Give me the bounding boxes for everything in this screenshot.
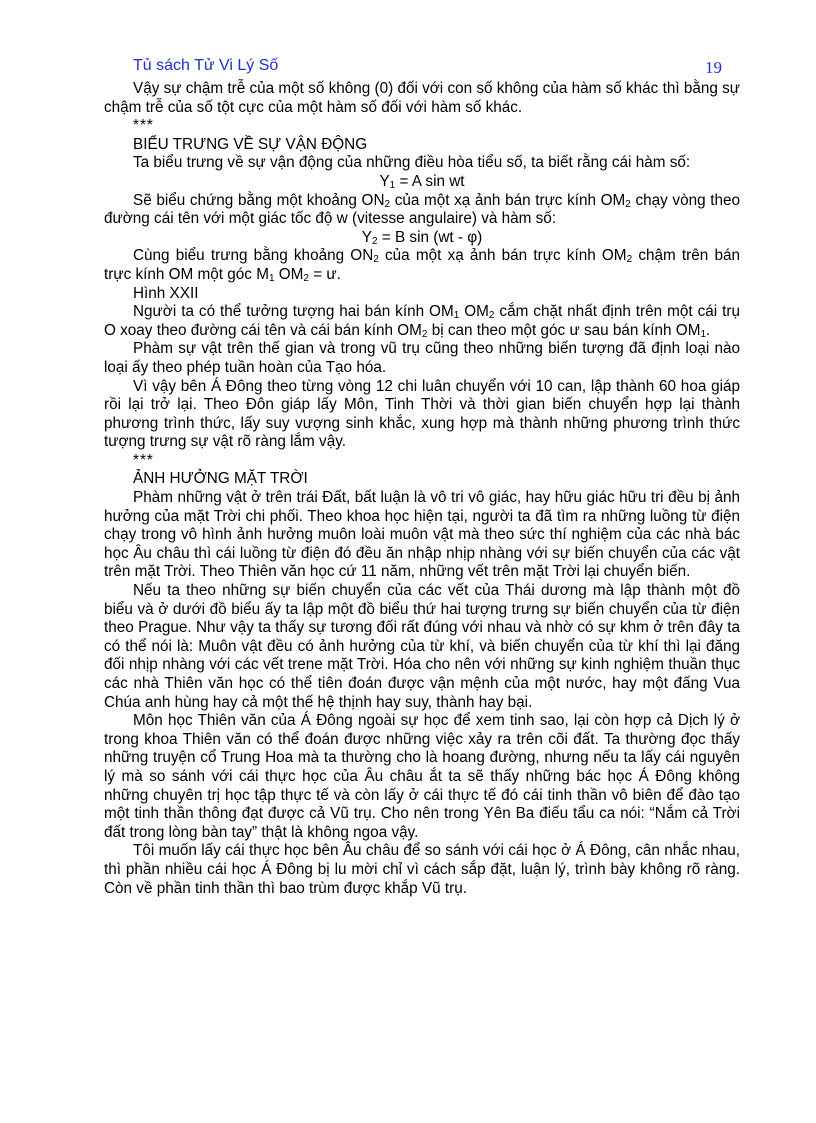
paragraph: Vậy sự chậm trễ của một số không (0) đối với con số không của hàm số khác thì bằng sự chậm trễ của số tột cực của một hàm số đối với hàm số khác. xyxy=(104,80,740,116)
page-number: 19 xyxy=(705,58,722,77)
paragraph: Tôi muốn lấy cái thực học bên Âu châu để so sánh với cái học ở Á Đông, cân nhắc nhau, thì phần nhiều cái học Á Đông bị lu mời chỉ vì cách sắp đặt, luận lý, trình bày không rõ ràng. Còn về phần tinh thần thì bao trùm được khắp Vũ trụ. xyxy=(104,842,740,897)
running-header-title: Tủ sách Tử Vi Lý Số xyxy=(133,57,279,74)
figure-reference: Hình XXII xyxy=(133,284,199,302)
equation: $Y_1 = A$ sin wt xyxy=(379,172,465,191)
paragraph: Sẽ biểu chứng bằng một khoảng $ON_2$ của một xạ ảnh bán trực kính $OM_2$ chạy vòng theo đường cái tên với một giác tốc độ w (vitesse angulaire) và hàm số: xyxy=(104,191,740,228)
section-separator: *** xyxy=(133,451,154,469)
section-heading: ẢNH HƯỞNG MẶT TRỜI xyxy=(133,470,308,488)
equation: $Y_2 = B$ sin (wt - φ) xyxy=(361,228,483,247)
paragraph: Ta biểu trưng về sự vận động của những điều hòa tiểu số, ta biết rằng cái hàm số: xyxy=(133,154,691,172)
paragraph: Nếu ta theo những sự biến chuyển của các vết của Thái dương mà lập thành một đồ biểu và ở dưới đồ biểu ấy ta lập một đồ biểu thứ hai tượng trưng sự biến chuyển của từ điện theo Prague. Như vậy ta thấy sự tương đối rất đúng với nhau và nhờ có sự khm ở trên đây ta có thể nói là: Muôn vật đều có ảnh hưởng của từ khí, và biến chuyển của từ khí thì lại đăng đối nhịp nhàng với các vết trene mặt Trời. Hóa cho nên với những sự kinh nghiệm thuần thục các nhà Thiên văn học có thể tiên đoán được vận mệnh của một nước, hay một đấng Vua Chúa anh hùng hay cả một thế hệ thịnh hay suy, thành hay bại. xyxy=(104,582,740,711)
paragraph: Phàm sự vật trên thế gian và trong vũ trụ cũng theo những biến tượng đã định loại nào loại ấy theo phép tuần hoàn của Tạo hóa. xyxy=(104,340,740,376)
paragraph: Phàm những vật ở trên trái Đất, bất luận là vô tri vô giác, hay hữu giác hữu tri đều bị ảnh hưởng của mặt Trời chi phối. Theo khoa học hiện tại, người ta đã tìm ra những luồng từ điện chạy trong vô hình ảnh hưởng muôn loài muôn vật mà theo sức thí nghiệm của các nhà bác học Âu châu thì cái luồng từ điện đó đều ăn nhập nhịp nhàng với sự biến chuyển của các vật trên mặt Trời. Theo Thiên văn học cứ 11 năm, những vết trên mặt Trời lại chuyển biến. xyxy=(104,489,740,581)
paragraph: Vì vậy bên Á Đông theo từng vòng 12 chi luân chuyển với 10 can, lập thành 60 hoa giáp rồi lại trở lại. Theo Đôn giáp lấy Môn, Tinh Thời và thời gian biến chuyển hợp lại thành phương trình thức, lấy suy vượng sinh khắc, xung hợp mà thành những phương trình thức tượng trưng sự vật rõ ràng lắm vậy. xyxy=(104,377,740,451)
section-separator: *** xyxy=(133,117,154,135)
paragraph: Người ta có thể tưởng tượng hai bán kính $OM_1$ $OM_2$ cắm chặt nhất định trên một cái trụ O xoay theo đường cái tên và cái bán kính $OM_2$ bị can theo một góc ư sau bán kính $OM_1$. xyxy=(104,303,740,340)
section-heading: BIỂU TRƯNG VỀ SỰ VẬN ĐỘNG xyxy=(133,135,368,153)
document-body xyxy=(104,80,740,898)
paragraph: Môn học Thiên văn của Á Đông ngoài sự học để xem tinh sao, lại còn hợp cả Dịch lý ở trong khoa Thiên văn có thể đoán được những việc xảy ra trên cõi đất. Ta thường đọc thấy những truyện cổ Trung Hoa mà ta thường cho là hoang đường, nhưng nếu ta lấy cái nguyên lý mà so sánh với cái thực học của Âu châu ắt ta sẽ thấy những bác học Á Đông không những chuyên trị học tập thực tế và còn lấy ở cái thực tế đó cái tinh thần vô biên để đào tạo một tinh thần thông đạt được cả Vũ trụ. Cho nên trong Yên Ba điếu tẩu ca nói: “Nắm cả Trời đất trong lòng bàn tay” thật là không ngoa vậy. xyxy=(104,712,740,841)
paragraph: Cùng biểu trưng bằng khoảng $ON_2$ của một xạ ảnh bán trực kính $OM_2$ chậm trên bán trực kính OM một góc $M_1$ $OM_2$ = ư. xyxy=(104,247,741,284)
